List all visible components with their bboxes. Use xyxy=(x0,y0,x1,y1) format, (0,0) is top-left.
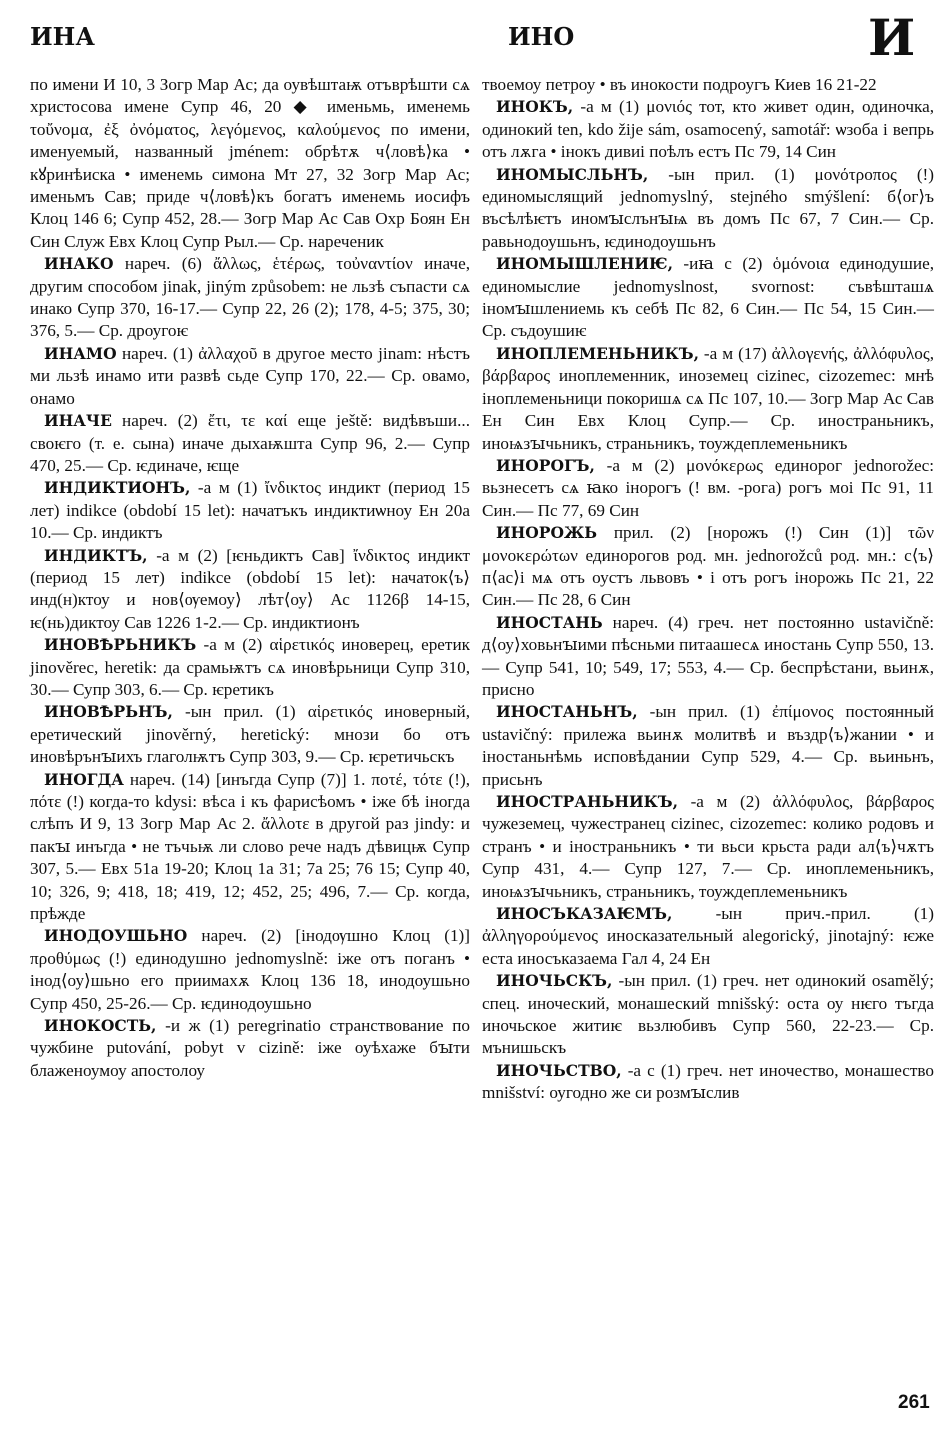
headword: ИНОСТАНЬ xyxy=(496,612,603,632)
entry-body: -ын прил. (1) греч. нет одинокий osamělý; спец. иноческий, монашеский mnišský: оста оу нѥго тъгда иночьское житиѥ вьзлюбивъ Супр 560, 22-23.— Ср. мънишьскъ xyxy=(482,971,934,1058)
headword: ИНАМО xyxy=(44,343,117,363)
dictionary-entry xyxy=(482,701,934,791)
entry-body: -а м (2) μονόκερως единорог jednorožec: вьзнесетъ сѧ ꙗко інорогъ (! вм. -рога) рогъ моі Пс 91, 11 Син.— Пс 77, 69 Син xyxy=(482,455,934,520)
entry-body: -ын прич.-прил. (1) ἀλληγορούμενος иносказательный alegorický, jinotajný: ѥже еста иносъказаема Гал 4, 24 Ен xyxy=(482,904,934,968)
entry-body: -а м (2) αἱρετικός иноверец, еретик jinověrec, heretik: да срамьѭтъ сѧ иновѣрьници Супр 310, 30.— Супр 303, 6.— Ср. ѥретикъ xyxy=(30,635,470,699)
dictionary-entry xyxy=(482,164,934,254)
headword: ИНАЧЕ xyxy=(44,411,112,431)
running-header-left: ИНА xyxy=(30,22,95,51)
entry-body: -иꙗ с (2) ὁμόνοια единодушие, единомыслие jednomyslnost, svornost: съвѣшташѧ іномꙑшлениемь къ себѣ Пс 82, 6 Син.— Пс 54, 15 Син.— Ср. съдоушиѥ xyxy=(482,254,934,341)
page-number: 261 xyxy=(898,1392,930,1413)
entry-continuation xyxy=(482,74,934,96)
headword: ИНОГДА xyxy=(44,769,124,789)
headword: ИНОЧЬСКЪ, xyxy=(496,971,613,991)
dictionary-entry xyxy=(482,343,934,455)
dictionary-entry xyxy=(482,1060,934,1105)
headword: ИНОРОГЪ, xyxy=(496,455,595,475)
section-letter: И xyxy=(868,8,916,67)
headword: ИНАКО xyxy=(44,254,114,274)
headword: ИНОКЪ, xyxy=(496,97,574,117)
headword: ИНОВѢРЬНЪ, xyxy=(44,702,173,722)
entry-body: нареч. (2) [інодѹшно Клоц (1)] προθύμως (!) единодушно jednomyslně: іже отъ поганъ • інод⟨оу⟩шьно его приимахѫ Клоц 136 18, инодоушьно Супр 450, 25-26.— Ср. ѥдинодоушьно xyxy=(30,926,470,1013)
dictionary-entry xyxy=(482,791,934,903)
dictionary-entry xyxy=(482,970,934,1060)
entry-body: по имени И 10, 3 Зогр Мар Ас; да оувѣштаѭ отъврѣшти сѧ христосова имене Супр 46, 20 ◆ именьмь, именемь τοὔνομα, ἐξ ὀνόματος, λεγόμενος, καλούμενος по имени, именуемый, названный jménem: обрѣтѫ ч⟨ловѣ⟩ка • кꙋринѣиска • именемь симона Мт 27, 32 Зогр Мар Ас; именьмъ Сав; приде ч⟨ловѣ⟩къ богатъ именемь иосифъ Клоц 146 6; Супр 452, 28.— Зогр Мар Ас Сав Охр Боян Ен Син Служ Евх Клоц Супр Рыл.— Ср. нареченик xyxy=(30,75,470,251)
entry-body: -а м (17) ἀλλογενής, ἀλλόφυλος, βάρβαρος иноплеменник, иноземец cizinec, cizozemec: мнѣ іноплеменьници покоришѧ сѧ Пс 107, 10.— Зогр Мар Ас Сав Ен Син Евх Клоц Супр.— Ср. иностраньникъ, иноѩзꙑчьникъ, страньникъ, тоуждеплеменьникъ xyxy=(482,343,934,453)
dictionary-entry xyxy=(30,410,470,477)
dictionary-entry xyxy=(482,522,934,612)
dictionary-entry xyxy=(482,455,934,522)
headword: ИНОДОУШЬНО xyxy=(44,926,188,946)
headword: ИНОВѢРЬНИКЪ xyxy=(44,635,197,655)
dictionary-entry xyxy=(30,925,470,1015)
dictionary-entry xyxy=(30,343,470,410)
entry-body: нареч. (4) греч. нет постоянно ustavičně: д⟨оу⟩ховьнꙑими пѣсньми питаашесѧ иностань Супр 550, 13.— Супр 541, 10; 549, 17; 553, 4.— Ср. беспрѣстани, вьинѫ, присно xyxy=(482,612,934,699)
dictionary-entry xyxy=(30,253,470,343)
entry-body: нареч. (2) ἔτι, τε καί еще ještě: видѣвъши... своѥго (т. е. сына) иначе дыхаѭшта Супр 96, 2.— Супр 470, 25.— Ср. ѥдиначе, ѥще xyxy=(30,411,470,475)
headword: ИНОСЪКАЗАѤМЪ, xyxy=(496,904,673,924)
headword: ИНОЧЬСТВО, xyxy=(496,1060,622,1080)
headword: ИНОСТРАНЬНИКЪ, xyxy=(496,792,678,811)
running-header-right: ИНО xyxy=(508,22,575,51)
entry-body: -ын прил. (1) μονότροπος (!) единомыслящий jednomyslný, stejného smýšlení: б⟨ог⟩ъ въсѣлѣѥтъ иномꙑслънꙑѩ въ домъ Пс 67, 7 Син.— Ср. равьнодоушьнъ, ѥдинодоушьнъ xyxy=(482,164,934,251)
entry-body: -а м (2) ἀλλόφυλος, βάρβαρος чужеземец, чужестранец cizinec, cizozemec: колико родовъ и странъ • и іностраньникъ • ти вьси крьста ради ал⟨ъ⟩чѫтъ Супр 431, 4.— Супр 127, 7.— Ср. иноплеменьникъ, иноѩзꙑчьникъ, страньникъ, тоуждеплеменьникъ xyxy=(482,792,934,901)
entry-body: -ын прил. (1) ἐπίμονος постоянный ustavičný: прилежа вьинѫ молитвѣ и въздр⟨ъ⟩жании • и іностаньнѣмь исповѣдании Супр 529, 4.— Ср. вьиньнъ, присьнъ xyxy=(482,702,934,789)
headword: ИНДИКТЪ, xyxy=(44,545,148,565)
right-column xyxy=(482,74,934,1105)
entry-body: твоемоу петроу • въ инокости подроугъ Киев 16 21-22 xyxy=(482,75,877,94)
dictionary-entry xyxy=(30,1015,470,1082)
left-column xyxy=(30,74,470,1082)
dictionary-entry xyxy=(30,634,470,701)
headword: ИНОПЛЕМЕНЬНИКЪ, xyxy=(496,343,699,363)
dictionary-entry xyxy=(482,253,934,343)
dictionary-entry xyxy=(30,477,470,544)
entry-body: -и ж (1) peregrinatio странствование по чужбине putování, pobyt v cizině: іже оуѣхаже бꙑти блаженоумоу апостолоу xyxy=(30,1016,470,1080)
dictionary-entry xyxy=(482,612,934,702)
entry-continuation xyxy=(30,74,470,253)
dictionary-entry xyxy=(30,701,470,768)
entry-body: нареч. (14) [инъгда Супр (7)] 1. ποτέ, τότε (!), πότε (!) когда-то kdysi: вѣса і къ фарисѣомъ • іже бѣ іногда слѣпъ И 9, 13 Зогр Мар Ас 2. ἄλλοτε в другой раз jindy: и пакꙑ инъгда • не тъчьѭ ли слово рече надъ дѣвицѭ Супр 307, 5.— Евх 51а 19-20; Клоц 1а 31; 7а 25; 76 15; Супр 40, 10; 326, 9; 418, 18; 419, 12; 452, 25; 496, 7.— Ср. когда, прѣжде xyxy=(30,769,470,924)
headword: ИНОРОЖЬ xyxy=(496,523,598,543)
entry-body: нареч. (6) ἄλλως, ἑτέρως, τοὐναντίον иначе, другим способом jinak, jiným způsobem: не льзѣ съпасти сѧ инако Супр 370, 16-17.— Супр 22, 26 (2); 178, 4-5; 375, 30; 376, 5.— Ср. дроугоѥ xyxy=(30,254,470,341)
entry-body: -ын прил. (1) αἱρετικός иноверный, еретический jinověrný, heretický: мнози бо отъ иновѣрънꙑихъ глаголѭтъ Супр 303, 9.— Ср. ѥретичьскъ xyxy=(30,702,470,767)
dictionary-entry xyxy=(482,903,934,970)
headword: ИНОМЫСЛЬНЪ, xyxy=(496,164,649,184)
dictionary-entry xyxy=(30,545,470,635)
headword: ИНОСТАНЬНЪ, xyxy=(496,702,638,722)
dictionary-entry xyxy=(30,769,470,926)
entry-body: -а м (1) ἴνδικτος индикт (период 15 лет) indikce (období 15 let): начатъкъ индиктиѡноу Ен 20а 10.— Ср. индиктъ xyxy=(30,478,470,543)
headword: ИНОМЫШЛЕНИѤ, xyxy=(496,254,673,274)
entry-body: -а м (1) μονιός тот, кто живет один, одиночка, одинокий ten, kdo žije sám, osamocený, samotář: ѡзоба і вепрь отъ лѫга • інокъ дивиі поѣлъ естъ Пс 79, 14 Син xyxy=(482,97,934,162)
headword: ИНДИКТИОНЪ, xyxy=(44,478,191,498)
dictionary-entry xyxy=(482,96,934,163)
headword: ИНОКОСТЬ, xyxy=(44,1016,157,1036)
entry-body: -а м (2) [ѥньдиктъ Сав] ἴνδικτος индикт (период 15 лет) indikce (období 15 let): начаток⟨ъ⟩ инд(н)ктоу и нов⟨ѹемоу⟩ лѣт⟨оу⟩ Ас 1126β 14-15, ѥ(нь)диктоу Сав 1226 1-2.— Ср. индиктионъ xyxy=(30,545,470,632)
entry-body: нареч. (1) ἀλλαχοῦ в другое место jinam: нѣстъ ми льзѣ инамо ити развѣ сьде Супр 170, 22.— Ср. овамо, онамо xyxy=(30,343,470,408)
entry-body: -а с (1) греч. нет иночество, монашество mnišství: оугодно же си розмꙑслив xyxy=(482,1060,934,1103)
entry-body: прил. (2) [норожъ (!) Син (1)] τῶν μονοκερώτων единорогов род. мн. jednorožců род. мн.: с⟨ъ⟩п⟨ас⟩і мѧ отъ оустъ львовъ • і отъ рогъ інорожь Пс 21, 22 Син.— Пс 28, 6 Син xyxy=(482,523,934,610)
